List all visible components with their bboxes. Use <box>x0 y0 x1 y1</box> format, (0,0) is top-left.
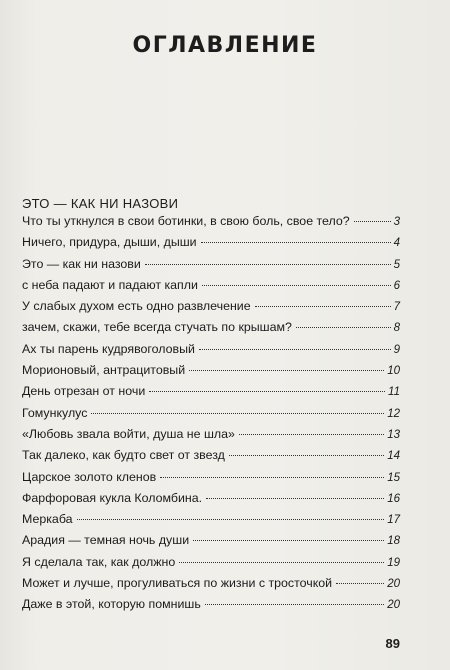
toc-entry-title: зачем, скажи, тебе всегда стучать по крышам? <box>22 320 292 335</box>
dot-leader <box>160 477 384 478</box>
toc-entry-title: Ничего, придура, дыши, дыши <box>22 235 197 250</box>
section-heading: ЭТО — КАК НИ НАЗОВИ <box>22 196 179 211</box>
toc-entry-title: Ах ты парень кудрявоголовый <box>22 341 195 356</box>
toc-entry <box>22 427 400 448</box>
toc-entry <box>22 448 400 469</box>
dot-leader <box>77 519 385 520</box>
dot-leader <box>189 370 384 371</box>
toc-entry-page-number: 12 <box>387 407 400 420</box>
toc-entry-page-number: 19 <box>387 556 400 569</box>
toc-entry-page-number: 20 <box>387 578 400 591</box>
toc-entry-page-number: 8 <box>393 322 400 335</box>
toc-entry <box>22 512 400 533</box>
toc-entry-title: с неба падают и падают капли <box>22 277 198 292</box>
toc-entry <box>22 533 400 554</box>
toc-entry-title: Арадия — темная ночь души <box>22 533 190 548</box>
toc-entry-page-number: 16 <box>387 492 400 505</box>
toc-entry-title: Морионовый, антрацитовый <box>22 363 186 378</box>
toc-entry <box>22 597 400 618</box>
toc-entry-page-number: 20 <box>387 599 400 612</box>
toc-entry-title: Фарфоровая кукла Коломбина. <box>22 490 203 505</box>
table-of-contents <box>22 214 400 619</box>
dot-leader <box>205 604 384 605</box>
page-title: ОГЛАВЛЕНИЕ <box>132 33 318 58</box>
toc-entry-title: Я сделала так, как должно <box>22 554 176 569</box>
dot-leader <box>201 242 391 243</box>
toc-entry <box>22 470 400 491</box>
toc-entry <box>22 320 400 341</box>
toc-entry-title: Меркаба <box>22 512 73 527</box>
toc-entry-page-number: 17 <box>387 514 400 527</box>
dot-leader <box>145 264 391 265</box>
dot-leader <box>91 413 384 414</box>
toc-entry <box>22 491 400 512</box>
toc-entry <box>22 214 400 235</box>
toc-entry <box>22 363 400 384</box>
toc-entry <box>22 384 400 405</box>
toc-entry <box>22 555 400 576</box>
dot-leader <box>193 540 384 541</box>
dot-leader <box>255 306 391 307</box>
toc-entry-page-number: 11 <box>388 386 400 399</box>
dot-leader <box>239 434 384 435</box>
page-number: 89 <box>385 636 400 651</box>
toc-entry-title: Царское золото кленов <box>22 469 157 484</box>
toc-entry <box>22 342 400 363</box>
dot-leader <box>149 391 385 392</box>
toc-entry-title: Может и лучше, прогуливаться по жизни с тросточкой <box>22 576 333 591</box>
toc-entry <box>22 257 400 278</box>
toc-entry <box>22 278 400 299</box>
toc-entry-title: День отрезан от ночи <box>22 384 146 399</box>
toc-entry-page-number: 9 <box>393 343 400 356</box>
toc-entry-page-number: 4 <box>393 237 400 250</box>
dot-leader <box>336 583 384 584</box>
toc-entry-title: Что ты уткнулся в свои ботинки, в свою боль, свое тело? <box>22 214 350 228</box>
dot-leader <box>229 455 384 456</box>
toc-entry-page-number: 6 <box>393 279 400 292</box>
toc-entry-page-number: 14 <box>387 450 400 463</box>
toc-entry-page-number: 18 <box>387 535 400 548</box>
toc-entry <box>22 235 400 256</box>
toc-entry <box>22 576 400 597</box>
dot-leader <box>202 285 391 286</box>
dot-leader <box>179 562 384 563</box>
toc-entry-title: Даже в этой, которую помнишь <box>22 597 201 612</box>
dot-leader <box>354 221 391 222</box>
toc-entry-page-number: 3 <box>393 216 400 228</box>
toc-entry-page-number: 7 <box>393 301 400 314</box>
toc-entry-title: У слабых духом есть одно развлечение <box>22 299 251 314</box>
toc-entry <box>22 406 400 427</box>
toc-entry-page-number: 10 <box>387 365 400 378</box>
dot-leader <box>296 327 391 328</box>
dot-leader <box>199 349 391 350</box>
toc-entry-page-number: 5 <box>393 258 400 271</box>
toc-entry-title: «Любовь звала войти, душа не шла» <box>22 426 235 441</box>
toc-entry <box>22 299 400 320</box>
toc-entry-page-number: 15 <box>387 471 400 484</box>
dot-leader <box>206 498 384 499</box>
toc-entry-page-number: 13 <box>387 428 400 441</box>
toc-entry-title: Так далеко, как будто свет от звезд <box>22 448 225 463</box>
toc-entry-title: Это — как ни назови <box>22 256 141 271</box>
toc-entry-title: Гомункулус <box>22 405 88 420</box>
